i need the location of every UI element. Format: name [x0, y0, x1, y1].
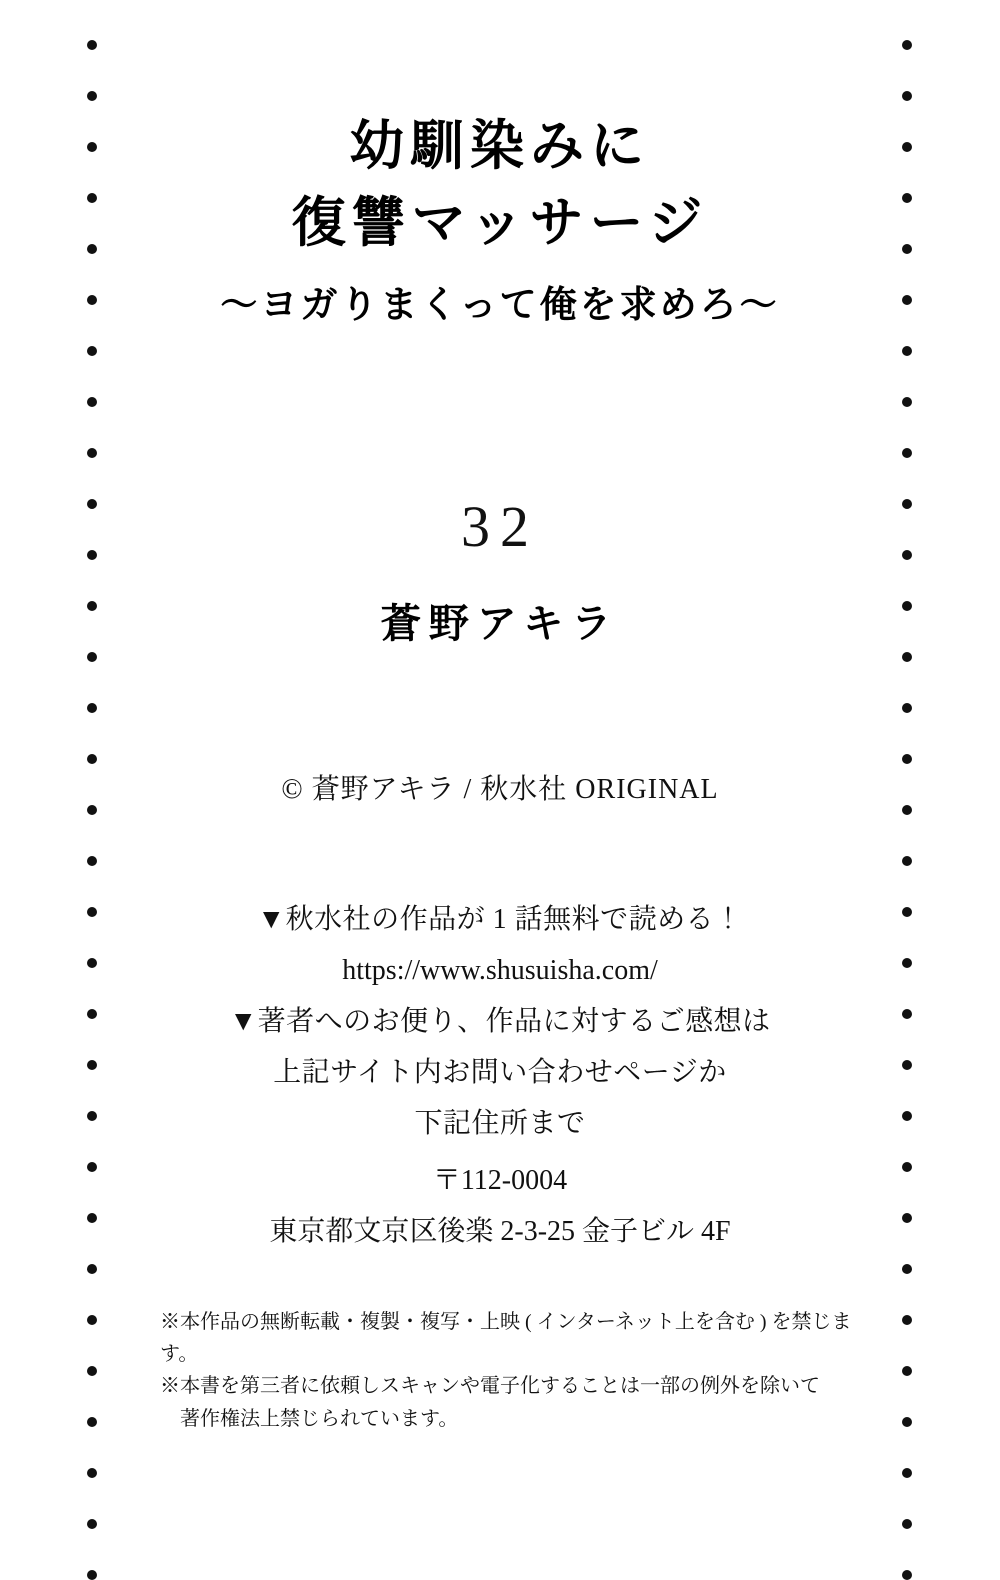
contact-headline: ▼著者へのお便り、作品に対するご感想は: [229, 1005, 771, 1037]
border-dot: [87, 1213, 97, 1223]
border-dot: [87, 40, 97, 50]
copyright-notice: © 蒼野アキラ / 秋水社 ORIGINAL: [281, 773, 719, 805]
border-dot: [902, 856, 912, 866]
title-block: [120, 108, 880, 333]
border-dot: [902, 1264, 912, 1274]
page-subtitle: 〜ヨガりまくって俺を求めろ〜: [220, 283, 780, 327]
legal-notice-line-2: ※本書を第三者に依頼しスキャンや電子化することは一部の例外を除いて: [160, 1375, 820, 1398]
border-dot: [902, 346, 912, 356]
border-dot: [87, 754, 97, 764]
border-dot: [87, 91, 97, 101]
border-dot: [87, 1162, 97, 1172]
border-dot: [902, 244, 912, 254]
page-title-line-1: 幼馴染みに: [350, 114, 650, 177]
border-dot: [902, 1111, 912, 1121]
border-dot: [87, 1060, 97, 1070]
border-dot: [902, 1570, 912, 1580]
border-dot: [87, 448, 97, 458]
border-dot: [902, 193, 912, 203]
right-dotted-border: [900, 0, 914, 1402]
border-dot: [902, 652, 912, 662]
author-name: 蒼野アキラ: [380, 600, 620, 647]
border-dot: [87, 958, 97, 968]
postal-code: 〒112-0004: [432, 1164, 568, 1196]
publisher-website-url[interactable]: https://www.shusuisha.com/: [342, 954, 658, 986]
border-dot: [902, 1315, 912, 1325]
border-dot: [902, 1060, 912, 1070]
border-dot: [902, 754, 912, 764]
border-dot: [902, 142, 912, 152]
border-dot: [902, 91, 912, 101]
border-dot: [902, 1213, 912, 1223]
border-dot: [902, 958, 912, 968]
border-dot: [902, 1366, 912, 1376]
street-address: 東京都文京区後楽 2-3-25 金子ビル 4F: [269, 1215, 731, 1247]
border-dot: [902, 448, 912, 458]
border-dot: [87, 805, 97, 815]
border-dot: [87, 1111, 97, 1121]
border-dot: [87, 499, 97, 509]
border-dot: [902, 499, 912, 509]
border-dot: [87, 1264, 97, 1274]
border-dot: [902, 805, 912, 815]
border-dot: [87, 1570, 97, 1580]
border-dot: [902, 601, 912, 611]
border-dot: [902, 1468, 912, 1478]
border-dot: [902, 1417, 912, 1427]
contact-line-2: 上記サイト内お問い合わせページか: [273, 1056, 727, 1088]
border-dot: [87, 856, 97, 866]
border-dot: [87, 907, 97, 917]
contact-line-3: 下記住所まで: [414, 1107, 586, 1139]
border-dot: [902, 1009, 912, 1019]
legal-notice-block: [120, 1306, 880, 1436]
border-dot: [87, 652, 97, 662]
address-block: [120, 1156, 880, 1258]
border-dot: [902, 907, 912, 917]
border-dot: [87, 703, 97, 713]
promo-block: [120, 895, 880, 1150]
border-dot: [902, 703, 912, 713]
border-dot: [87, 295, 97, 305]
page-content: [120, 0, 880, 1435]
border-dot: [902, 40, 912, 50]
border-dot: [902, 550, 912, 560]
border-dot: [87, 1315, 97, 1325]
border-dot: [87, 1366, 97, 1376]
promo-headline: ▼秋水社の作品が 1 話無料で読める！: [257, 903, 743, 935]
legal-notice-line-3: 著作権法上禁じられています。: [180, 1407, 459, 1430]
volume-number: 32: [461, 493, 539, 559]
border-dot: [87, 601, 97, 611]
border-dot: [87, 1468, 97, 1478]
border-dot: [902, 397, 912, 407]
border-dot: [87, 142, 97, 152]
border-dot: [87, 244, 97, 254]
border-dot: [87, 397, 97, 407]
page-title-line-2: 復讐マッサージ: [291, 190, 709, 254]
legal-notice-line-1: ※本作品の無断転載・複製・複写・上映 ( インターネット上を含む ) を禁じます。: [160, 1310, 852, 1365]
border-dot: [87, 1009, 97, 1019]
left-dotted-border: [85, 0, 99, 1402]
border-dot: [902, 1162, 912, 1172]
border-dot: [902, 295, 912, 305]
border-dot: [902, 1519, 912, 1529]
border-dot: [87, 1519, 97, 1529]
border-dot: [87, 193, 97, 203]
border-dot: [87, 1417, 97, 1427]
border-dot: [87, 550, 97, 560]
border-dot: [87, 346, 97, 356]
